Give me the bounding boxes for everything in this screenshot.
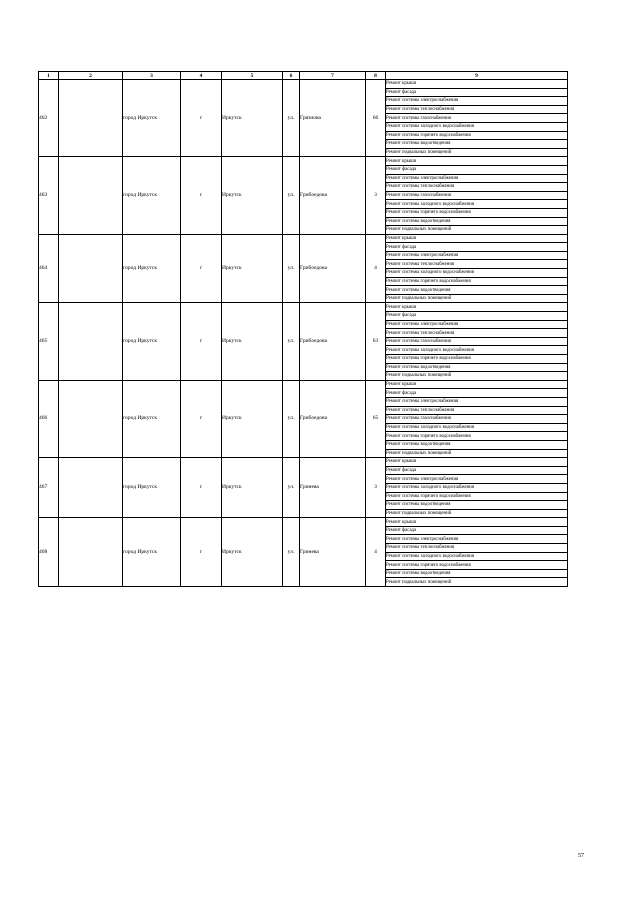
work-item-cell: Ремонт системы горячего водоснабжения [386, 561, 568, 570]
table-row [39, 380, 568, 389]
table-row [39, 303, 568, 312]
work-item-cell: Ремонт системы электроснабжения [386, 397, 568, 406]
row-number-cell: 468 [39, 518, 59, 587]
empty-cell [59, 234, 123, 303]
work-item-cell: Ремонт системы водоотведения [386, 501, 568, 510]
page-number: 57 [578, 853, 584, 859]
header-cell: 3 [123, 72, 181, 80]
work-item-cell: Ремонт фасада [386, 526, 568, 535]
street-type-cell: ул. [283, 380, 300, 457]
header-cell: 1 [39, 72, 59, 80]
work-item-cell: Ремонт подвальных помещений [386, 226, 568, 235]
city-cell: Иркутск [222, 234, 283, 303]
work-item-cell: Ремонт системы газоснабжения [386, 337, 568, 346]
work-item-cell: Ремонт системы холодного водоснабжения [386, 200, 568, 209]
work-item-cell: Ремонт крыши [386, 234, 568, 243]
work-item-cell: Ремонт системы электроснабжения [386, 475, 568, 484]
work-item-cell: Ремонт системы теплоснабжения [386, 544, 568, 553]
work-item-cell: Ремонт системы холодного водоснабжения [386, 552, 568, 561]
house-number-cell: 4 [366, 518, 386, 587]
locality-cell: город Иркутск [123, 380, 181, 457]
work-item-cell: Ремонт системы холодного водоснабжения [386, 483, 568, 492]
work-item-cell: Ремонт системы газоснабжения [386, 114, 568, 123]
work-item-cell: Ремонт крыши [386, 303, 568, 312]
work-item-cell: Ремонт системы горячего водоснабжения [386, 355, 568, 364]
empty-cell [59, 80, 123, 157]
house-number-cell: 63 [366, 303, 386, 380]
locality-cell: город Иркутск [123, 458, 181, 518]
street-cell: Грибоедова [300, 380, 366, 457]
work-item-cell: Ремонт крыши [386, 80, 568, 89]
house-number-cell: 65 [366, 380, 386, 457]
work-item-cell: Ремонт крыши [386, 518, 568, 527]
settlement-type-cell: г [181, 380, 222, 457]
work-item-cell: Ремонт системы электроснабжения [386, 97, 568, 106]
street-type-cell: ул. [283, 458, 300, 518]
settlement-type-cell: г [181, 157, 222, 234]
work-item-cell: Ремонт системы теплоснабжения [386, 105, 568, 114]
work-item-cell: Ремонт системы электроснабжения [386, 535, 568, 544]
work-item-cell: Ремонт системы теплоснабжения [386, 183, 568, 192]
house-number-cell: 3 [366, 157, 386, 234]
empty-cell [59, 458, 123, 518]
row-number-cell: 462 [39, 80, 59, 157]
work-item-cell: Ремонт системы горячего водоснабжения [386, 131, 568, 140]
row-number-cell: 463 [39, 157, 59, 234]
city-cell: Иркутск [222, 458, 283, 518]
header-row [39, 72, 568, 80]
header-cell: 2 [59, 72, 123, 80]
row-number-cell: 465 [39, 303, 59, 380]
work-item-cell: Ремонт подвальных помещений [386, 449, 568, 458]
street-type-cell: ул. [283, 234, 300, 303]
table-row [39, 458, 568, 467]
street-cell: Гринева [300, 458, 366, 518]
header-cell: 6 [283, 72, 300, 80]
work-item-cell: Ремонт системы горячего водоснабжения [386, 208, 568, 217]
row-number-cell: 467 [39, 458, 59, 518]
street-cell: Гринева [300, 518, 366, 587]
house-number-cell: 66 [366, 80, 386, 157]
row-number-cell: 464 [39, 234, 59, 303]
work-item-cell: Ремонт системы водоотведения [386, 363, 568, 372]
work-item-cell: Ремонт системы теплоснабжения [386, 406, 568, 415]
settlement-type-cell: г [181, 303, 222, 380]
empty-cell [59, 303, 123, 380]
work-item-cell: Ремонт системы горячего водоснабжения [386, 277, 568, 286]
work-item-cell: Ремонт системы холодного водоснабжения [386, 269, 568, 278]
work-item-cell: Ремонт подвальных помещений [386, 294, 568, 303]
work-item-cell: Ремонт системы газоснабжения [386, 415, 568, 424]
street-type-cell: ул. [283, 157, 300, 234]
work-item-cell: Ремонт системы водоотведения [386, 440, 568, 449]
city-cell: Иркутск [222, 80, 283, 157]
work-item-cell: Ремонт фасада [386, 88, 568, 97]
work-item-cell: Ремонт системы электроснабжения [386, 174, 568, 183]
header-cell: 7 [300, 72, 366, 80]
header-cell: 9 [386, 72, 568, 80]
table-row [39, 80, 568, 89]
street-cell: Грязнова [300, 80, 366, 157]
city-cell: Иркутск [222, 380, 283, 457]
work-item-cell: Ремонт фасада [386, 165, 568, 174]
street-type-cell: ул. [283, 80, 300, 157]
row-number-cell: 466 [39, 380, 59, 457]
settlement-type-cell: г [181, 80, 222, 157]
work-item-cell: Ремонт системы водоотведения [386, 569, 568, 578]
street-cell: Грибоедова [300, 303, 366, 380]
table-row [39, 157, 568, 166]
work-item-cell: Ремонт системы водоотведения [386, 286, 568, 295]
street-type-cell: ул. [283, 518, 300, 587]
work-item-cell: Ремонт системы теплоснабжения [386, 260, 568, 269]
repair-schedule-table [38, 71, 568, 587]
work-item-cell: Ремонт системы водоотведения [386, 140, 568, 149]
table-row [39, 518, 568, 527]
settlement-type-cell: г [181, 458, 222, 518]
work-item-cell: Ремонт подвальных помещений [386, 372, 568, 381]
work-item-cell: Ремонт фасада [386, 466, 568, 475]
locality-cell: город Иркутск [123, 234, 181, 303]
work-item-cell: Ремонт системы теплоснабжения [386, 329, 568, 338]
work-item-cell: Ремонт подвальных помещений [386, 148, 568, 157]
work-item-cell: Ремонт системы холодного водоснабжения [386, 122, 568, 131]
street-cell: Грибоедова [300, 157, 366, 234]
work-item-cell: Ремонт системы горячего водоснабжения [386, 432, 568, 441]
empty-cell [59, 518, 123, 587]
header-cell: 8 [366, 72, 386, 80]
settlement-type-cell: г [181, 234, 222, 303]
table-row [39, 234, 568, 243]
locality-cell: город Иркутск [123, 518, 181, 587]
house-number-cell: 4 [366, 234, 386, 303]
locality-cell: город Иркутск [123, 80, 181, 157]
work-item-cell: Ремонт фасада [386, 243, 568, 252]
empty-cell [59, 380, 123, 457]
work-item-cell: Ремонт фасада [386, 389, 568, 398]
work-item-cell: Ремонт крыши [386, 157, 568, 166]
work-item-cell: Ремонт системы холодного водоснабжения [386, 423, 568, 432]
work-item-cell: Ремонт системы электроснабжения [386, 251, 568, 260]
work-item-cell: Ремонт системы горячего водоснабжения [386, 492, 568, 501]
work-item-cell: Ремонт подвальных помещений [386, 509, 568, 518]
work-item-cell: Ремонт крыши [386, 458, 568, 467]
city-cell: Иркутск [222, 518, 283, 587]
work-item-cell: Ремонт системы электроснабжения [386, 320, 568, 329]
locality-cell: город Иркутск [123, 157, 181, 234]
work-item-cell: Ремонт крыши [386, 380, 568, 389]
header-cell: 5 [222, 72, 283, 80]
street-type-cell: ул. [283, 303, 300, 380]
house-number-cell: 3 [366, 458, 386, 518]
work-item-cell: Ремонт системы холодного водоснабжения [386, 346, 568, 355]
city-cell: Иркутск [222, 157, 283, 234]
settlement-type-cell: г [181, 518, 222, 587]
street-cell: Грибоедова [300, 234, 366, 303]
work-item-cell: Ремонт фасада [386, 312, 568, 321]
work-item-cell: Ремонт системы газоснабжения [386, 191, 568, 200]
table-body [39, 80, 568, 587]
empty-cell [59, 157, 123, 234]
work-item-cell: Ремонт системы водоотведения [386, 217, 568, 226]
city-cell: Иркутск [222, 303, 283, 380]
work-item-cell: Ремонт подвальных помещений [386, 578, 568, 587]
locality-cell: город Иркутск [123, 303, 181, 380]
header-cell: 4 [181, 72, 222, 80]
